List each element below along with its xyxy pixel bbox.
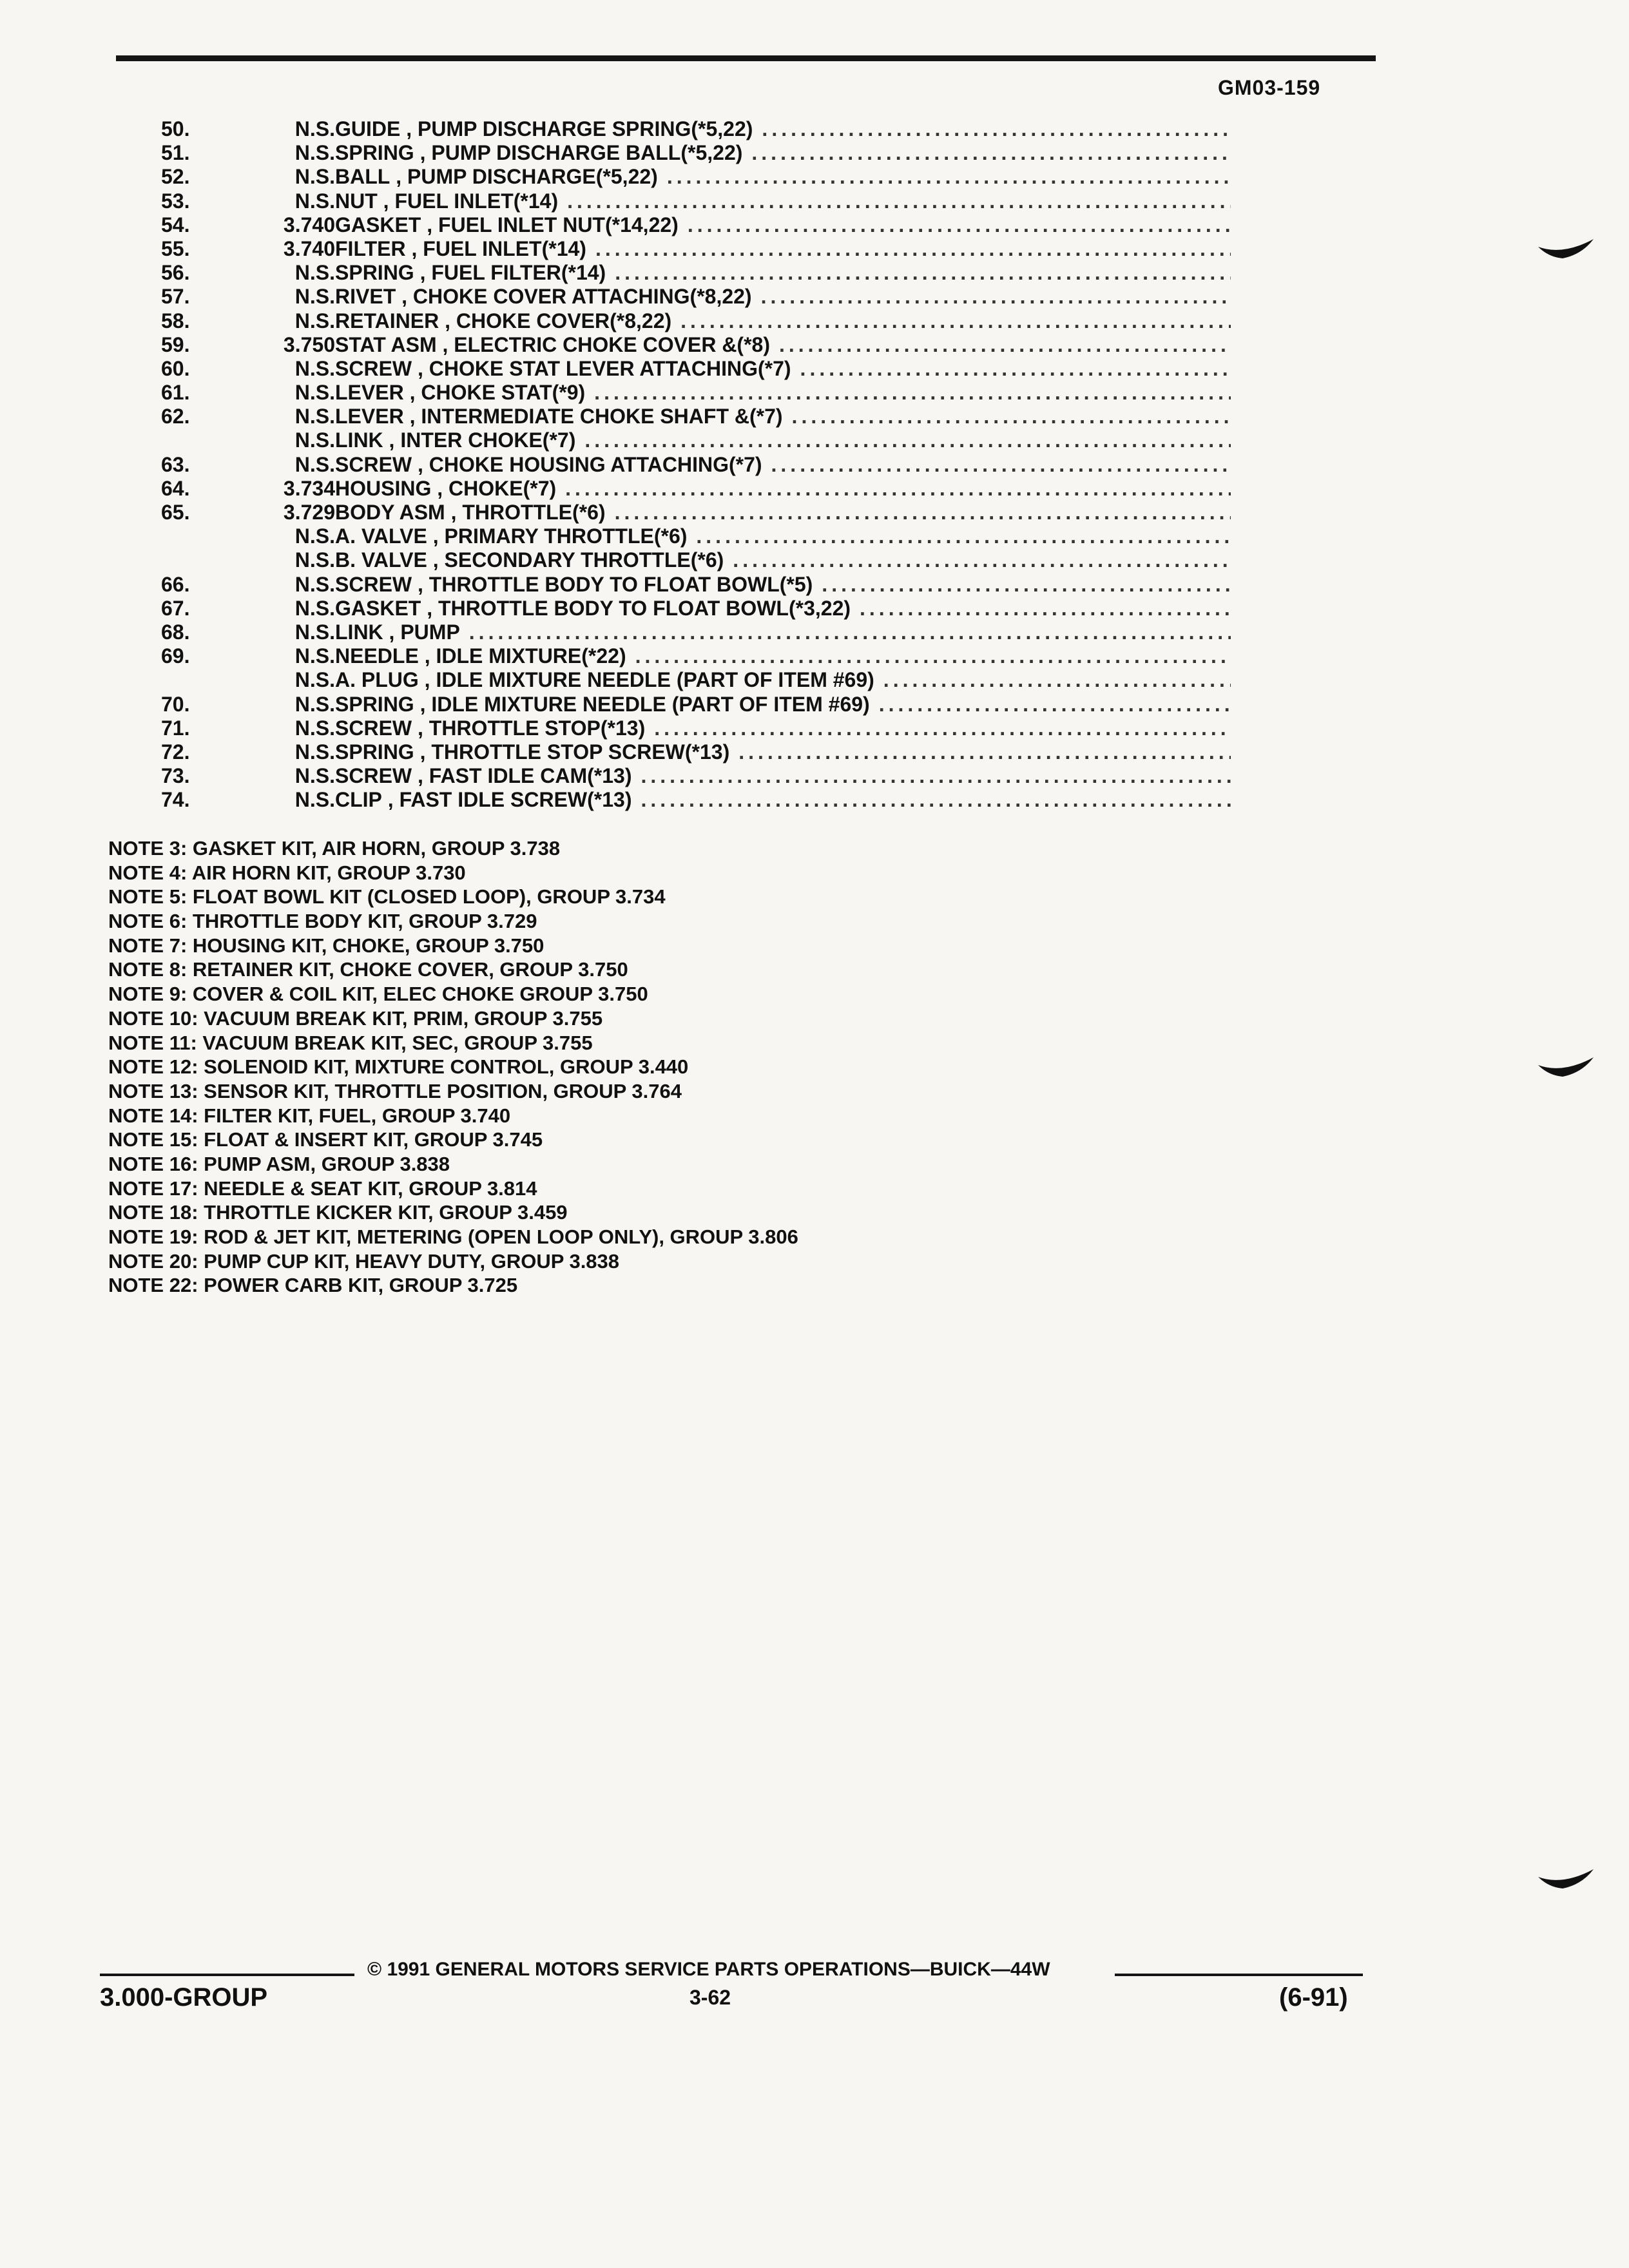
item-number: 66.: [161, 572, 190, 596]
item-number: 52.: [161, 165, 190, 189]
part-detail: INTERMEDIATE CHOKE SHAFT &(*7): [421, 405, 783, 428]
group-number: N.S.: [294, 692, 335, 716]
note-item: NOTE 12: SOLENOID KIT, MIXTURE CONTROL, GROUP 3.440: [108, 1055, 689, 1079]
part-name: NEEDLE: [335, 644, 419, 668]
part-name: SPRING: [335, 740, 414, 764]
part-description: [335, 237, 1231, 261]
part-row: [161, 453, 1231, 477]
notes-list: [108, 836, 1333, 1298]
part-description: [335, 117, 1231, 141]
item-number: 68.: [161, 620, 190, 644]
part-detail: FUEL INLET(*14): [423, 236, 586, 260]
dot-leader: [879, 693, 1231, 716]
part-row: [161, 501, 1231, 524]
separator: ,: [396, 285, 413, 309]
item-number: 56.: [161, 261, 190, 285]
part-row: [161, 213, 1231, 237]
group-number: N.S.: [294, 452, 335, 476]
item-number: 70.: [161, 692, 190, 716]
separator: ,: [445, 501, 463, 524]
part-description: [335, 788, 1231, 812]
group-number: N.S.: [294, 620, 335, 644]
part-row: [161, 381, 1231, 405]
parts-list: [161, 117, 1231, 812]
item-number: 73.: [161, 764, 190, 788]
item-number: 64.: [161, 476, 190, 500]
separator: ,: [418, 668, 436, 692]
part-name: SCREW: [335, 716, 412, 740]
part-name: SCREW: [335, 356, 412, 380]
part-detail: FAST IDLE SCREW(*13): [399, 788, 632, 812]
part-description: [335, 573, 1231, 597]
separator: ,: [412, 716, 429, 740]
separator: ,: [403, 405, 421, 428]
note-item: NOTE 3: GASKET KIT, AIR HORN, GROUP 3.738: [108, 837, 561, 860]
note-item: NOTE 6: THROTTLE BODY KIT, GROUP 3.729: [108, 910, 537, 933]
part-row: [161, 548, 1231, 572]
part-row: [161, 668, 1231, 692]
dot-leader: [565, 477, 1231, 501]
part-name: STAT ASM: [335, 332, 437, 356]
item-number: 50.: [161, 117, 190, 140]
part-row: [161, 237, 1231, 261]
separator: ,: [421, 213, 439, 236]
note-item: NOTE 18: THROTTLE KICKER KIT, GROUP 3.459: [108, 1201, 568, 1224]
group-number: N.S.: [294, 644, 335, 668]
group-number: 3.729: [283, 501, 335, 524]
part-description: [335, 333, 1231, 357]
item-number: 51.: [161, 141, 190, 165]
separator: ,: [436, 332, 454, 356]
part-name: A. VALVE: [335, 524, 427, 548]
part-row: [161, 524, 1231, 548]
part-description: [335, 405, 1231, 428]
separator: ,: [383, 620, 401, 644]
part-row: [161, 333, 1231, 357]
part-description: [335, 428, 1231, 452]
part-description: [335, 477, 1231, 501]
item-number: 59.: [161, 332, 190, 356]
separator: ,: [405, 236, 423, 260]
group-number: N.S.: [294, 524, 335, 548]
separator: ,: [390, 165, 407, 189]
part-detail: CHOKE STAT(*9): [421, 381, 586, 405]
group-number: N.S.: [294, 141, 335, 165]
note-item: NOTE 7: HOUSING KIT, CHOKE, GROUP 3.750: [108, 934, 545, 957]
part-detail: ELECTRIC CHOKE COVER &(*8): [454, 332, 770, 356]
part-name: B. VALVE: [335, 548, 427, 572]
separator: ,: [439, 309, 456, 332]
footer-rule-left: [100, 1974, 354, 1976]
group-number: N.S.: [294, 596, 335, 620]
separator: ,: [414, 261, 432, 285]
part-detail: THROTTLE STOP SCREW(*13): [431, 740, 730, 764]
group-number: N.S.: [294, 285, 335, 309]
binder-hole-mark: [1537, 235, 1595, 267]
group-number: 3.740: [283, 236, 335, 260]
header-rule: [116, 55, 1376, 61]
separator: ,: [421, 596, 439, 620]
dot-leader: [822, 573, 1231, 597]
part-detail: FUEL INLET(*14): [394, 189, 559, 213]
part-description: [335, 597, 1231, 620]
dot-leader: [615, 261, 1231, 285]
dot-leader: [635, 644, 1231, 668]
part-row: [161, 285, 1231, 309]
group-number: N.S.: [294, 309, 335, 332]
part-name: LEVER: [335, 381, 404, 405]
part-detail: THROTTLE BODY TO FLOAT BOWL(*5): [429, 572, 813, 596]
part-detail: PUMP DISCHARGE BALL(*5,22): [431, 141, 743, 165]
separator: ,: [383, 428, 401, 452]
part-description: [335, 381, 1231, 405]
item-number: 60.: [161, 356, 190, 380]
part-description: [335, 309, 1231, 333]
part-name: SPRING: [335, 141, 414, 165]
dot-leader: [696, 524, 1231, 548]
part-name: HOUSING: [335, 476, 432, 500]
dot-leader: [594, 381, 1231, 405]
part-name: FILTER: [335, 236, 406, 260]
part-description: [335, 620, 1231, 644]
item-number: 62.: [161, 405, 190, 428]
part-description: [335, 644, 1231, 668]
separator: ,: [427, 524, 445, 548]
part-name: SPRING: [335, 692, 414, 716]
separator: ,: [381, 788, 400, 812]
item-number: 53.: [161, 189, 190, 213]
part-detail: INTER CHOKE(*7): [400, 428, 576, 452]
part-detail: PUMP DISCHARGE SPRING(*5,22): [418, 117, 753, 140]
part-description: [335, 764, 1231, 788]
part-row: [161, 597, 1231, 620]
group-number: N.S.: [294, 788, 335, 812]
note-item: NOTE 9: COVER & COIL KIT, ELEC CHOKE GROUP 3.750: [108, 983, 648, 1006]
note-item: NOTE 13: SENSOR KIT, THROTTLE POSITION, GROUP 3.764: [108, 1079, 682, 1102]
separator: ,: [414, 141, 432, 165]
note-item: NOTE 14: FILTER KIT, FUEL, GROUP 3.740: [108, 1104, 511, 1127]
dot-leader: [469, 620, 1231, 644]
group-number: N.S.: [294, 356, 335, 380]
dot-leader: [667, 165, 1231, 189]
group-number: N.S.: [294, 261, 335, 285]
note-item: NOTE 11: VACUUM BREAK KIT, SEC, GROUP 3.755: [108, 1031, 593, 1054]
part-description: [335, 740, 1231, 764]
part-description: [335, 165, 1231, 189]
part-detail: PRIMARY THROTTLE(*6): [444, 524, 688, 548]
note-item: NOTE 8: RETAINER KIT, CHOKE COVER, GROUP 3.750: [108, 958, 628, 981]
separator: ,: [427, 548, 445, 572]
part-name: RIVET: [335, 285, 396, 309]
part-row: [161, 357, 1231, 381]
part-detail: SECONDARY THROTTLE(*6): [444, 548, 724, 572]
part-detail: CHOKE HOUSING ATTACHING(*7): [429, 452, 762, 476]
part-name: SCREW: [335, 764, 412, 788]
item-number: 74.: [161, 788, 190, 812]
note-item: NOTE 15: FLOAT & INSERT KIT, GROUP 3.745: [108, 1128, 543, 1151]
group-number: N.S.: [294, 572, 335, 596]
part-name: GASKET: [335, 213, 421, 236]
part-detail: CHOKE STAT LEVER ATTACHING(*7): [429, 356, 791, 380]
dot-leader: [680, 309, 1231, 333]
dot-leader: [615, 501, 1231, 524]
part-description: [335, 501, 1231, 524]
part-detail: CHOKE(*7): [448, 476, 557, 500]
separator: ,: [412, 356, 429, 380]
part-description: [335, 285, 1231, 309]
note-item: NOTE 10: VACUUM BREAK KIT, PRIM, GROUP 3.755: [108, 1006, 603, 1030]
group-number: N.S.: [294, 716, 335, 740]
part-row: [161, 309, 1231, 333]
dot-leader: [800, 357, 1231, 381]
part-name: SPRING: [335, 261, 414, 285]
part-row: [161, 620, 1231, 644]
part-description: [335, 693, 1231, 716]
part-description: [335, 548, 1231, 572]
separator: ,: [418, 644, 436, 668]
dot-leader: [584, 428, 1231, 452]
item-number: 63.: [161, 452, 190, 476]
page-code: GM03-159: [1218, 76, 1321, 99]
part-detail: IDLE MIXTURE(*22): [436, 644, 626, 668]
part-name: GUIDE: [335, 117, 401, 140]
footer-copyright: © 1991 GENERAL MOTORS SERVICE PARTS OPERATIONS—BUICK—44W: [367, 1959, 1050, 1980]
item-number: 58.: [161, 309, 190, 332]
group-number: N.S.: [294, 668, 335, 692]
part-row: [161, 189, 1231, 213]
dot-leader: [738, 740, 1231, 764]
dot-leader: [641, 788, 1231, 812]
dot-leader: [733, 548, 1231, 572]
part-name: SCREW: [335, 572, 412, 596]
separator: ,: [412, 572, 429, 596]
part-row: [161, 716, 1231, 740]
group-number: 3.740: [283, 213, 335, 236]
dot-leader: [595, 237, 1231, 261]
part-detail: CHOKE COVER ATTACHING(*8,22): [412, 285, 752, 309]
part-detail: PUMP: [400, 620, 460, 644]
part-detail: THROTTLE STOP(*13): [429, 716, 646, 740]
group-number: N.S.: [294, 764, 335, 788]
group-number: N.S.: [294, 548, 335, 572]
group-number: N.S.: [294, 381, 335, 405]
note-item: NOTE 22: POWER CARB KIT, GROUP 3.725: [108, 1274, 518, 1297]
group-number: 3.734: [283, 476, 335, 500]
note-item: NOTE 16: PUMP ASM, GROUP 3.838: [108, 1152, 450, 1175]
part-detail: IDLE MIXTURE NEEDLE (PART OF ITEM #69): [436, 668, 874, 692]
binder-hole-mark: [1537, 1053, 1595, 1086]
part-detail: FUEL FILTER(*14): [431, 261, 606, 285]
item-number: 67.: [161, 596, 190, 620]
part-description: [335, 213, 1231, 237]
separator: ,: [412, 452, 429, 476]
dot-leader: [762, 117, 1231, 141]
part-description: [335, 453, 1231, 477]
note-item: NOTE 17: NEEDLE & SEAT KIT, GROUP 3.814: [108, 1177, 537, 1200]
part-row: [161, 788, 1231, 812]
separator: ,: [431, 476, 449, 500]
separator: ,: [412, 764, 429, 788]
part-description: [335, 189, 1231, 213]
part-row: [161, 573, 1231, 597]
group-number: N.S.: [294, 428, 335, 452]
part-detail: THROTTLE BODY TO FLOAT BOWL(*3,22): [438, 596, 851, 620]
item-number: 69.: [161, 644, 190, 668]
part-name: SCREW: [335, 452, 412, 476]
part-description: [335, 668, 1231, 692]
part-row: [161, 117, 1231, 141]
part-row: [161, 740, 1231, 764]
separator: ,: [414, 740, 432, 764]
part-name: LINK: [335, 428, 383, 452]
binder-hole-mark: [1537, 1865, 1595, 1898]
separator: ,: [414, 692, 432, 716]
item-number: 65.: [161, 501, 190, 524]
footer-group: 3.000-GROUP: [100, 1983, 268, 2012]
item-number: 71.: [161, 716, 190, 740]
item-number: 54.: [161, 213, 190, 236]
part-row: [161, 405, 1231, 428]
part-row: [161, 764, 1231, 788]
part-name: LEVER: [335, 405, 404, 428]
part-row: [161, 261, 1231, 285]
part-name: GASKET: [335, 596, 421, 620]
part-name: CLIP: [335, 788, 382, 812]
part-row: [161, 644, 1231, 668]
part-row: [161, 428, 1231, 452]
footer-rule-right: [1115, 1974, 1363, 1976]
dot-leader: [751, 141, 1231, 165]
part-name: BODY ASM: [335, 501, 445, 524]
note-item: NOTE 5: FLOAT BOWL KIT (CLOSED LOOP), GROUP 3.734: [108, 885, 666, 908]
item-number: 57.: [161, 285, 190, 309]
part-detail: FAST IDLE CAM(*13): [429, 764, 632, 788]
part-name: RETAINER: [335, 309, 439, 332]
item-number: 72.: [161, 740, 190, 764]
part-detail: IDLE MIXTURE NEEDLE (PART OF ITEM #69): [431, 692, 870, 716]
group-number: N.S.: [294, 740, 335, 764]
part-name: A. PLUG: [335, 668, 419, 692]
part-row: [161, 141, 1231, 165]
item-number: 61.: [161, 381, 190, 405]
dot-leader: [567, 189, 1231, 213]
footer-page-number: 3-62: [689, 1986, 731, 2009]
group-number: N.S.: [294, 405, 335, 428]
note-item: NOTE 20: PUMP CUP KIT, HEAVY DUTY, GROUP 3.838: [108, 1249, 620, 1273]
part-row: [161, 693, 1231, 716]
part-row: [161, 165, 1231, 189]
dot-leader: [654, 716, 1231, 740]
dot-leader: [792, 405, 1231, 428]
part-detail: CHOKE COVER(*8,22): [456, 309, 672, 332]
separator: ,: [377, 189, 395, 213]
group-number: N.S.: [294, 117, 335, 140]
part-description: [335, 261, 1231, 285]
part-detail: PUMP DISCHARGE(*5,22): [407, 165, 658, 189]
separator: ,: [403, 381, 421, 405]
note-item: NOTE 19: ROD & JET KIT, METERING (OPEN LOOP ONLY), GROUP 3.806: [108, 1225, 798, 1248]
part-description: [335, 357, 1231, 381]
part-name: BALL: [335, 165, 390, 189]
part-detail: FUEL INLET NUT(*14,22): [438, 213, 679, 236]
dot-leader: [779, 333, 1231, 357]
separator: ,: [400, 117, 418, 140]
part-description: [335, 141, 1231, 165]
dot-leader: [771, 453, 1231, 477]
part-name: LINK: [335, 620, 383, 644]
group-number: N.S.: [294, 189, 335, 213]
part-name: NUT: [335, 189, 378, 213]
part-row: [161, 477, 1231, 501]
item-number: 55.: [161, 236, 190, 260]
note-item: NOTE 4: AIR HORN KIT, GROUP 3.730: [108, 861, 466, 884]
dot-leader: [883, 668, 1231, 692]
dot-leader: [860, 597, 1231, 620]
part-detail: THROTTLE(*6): [462, 501, 606, 524]
group-number: 3.750: [283, 332, 335, 356]
dot-leader: [688, 213, 1231, 237]
dot-leader: [641, 764, 1231, 788]
footer-date: (6-91): [1279, 1983, 1348, 2012]
group-number: N.S.: [294, 165, 335, 189]
part-description: [335, 524, 1231, 548]
part-description: [335, 716, 1231, 740]
dot-leader: [761, 285, 1231, 309]
